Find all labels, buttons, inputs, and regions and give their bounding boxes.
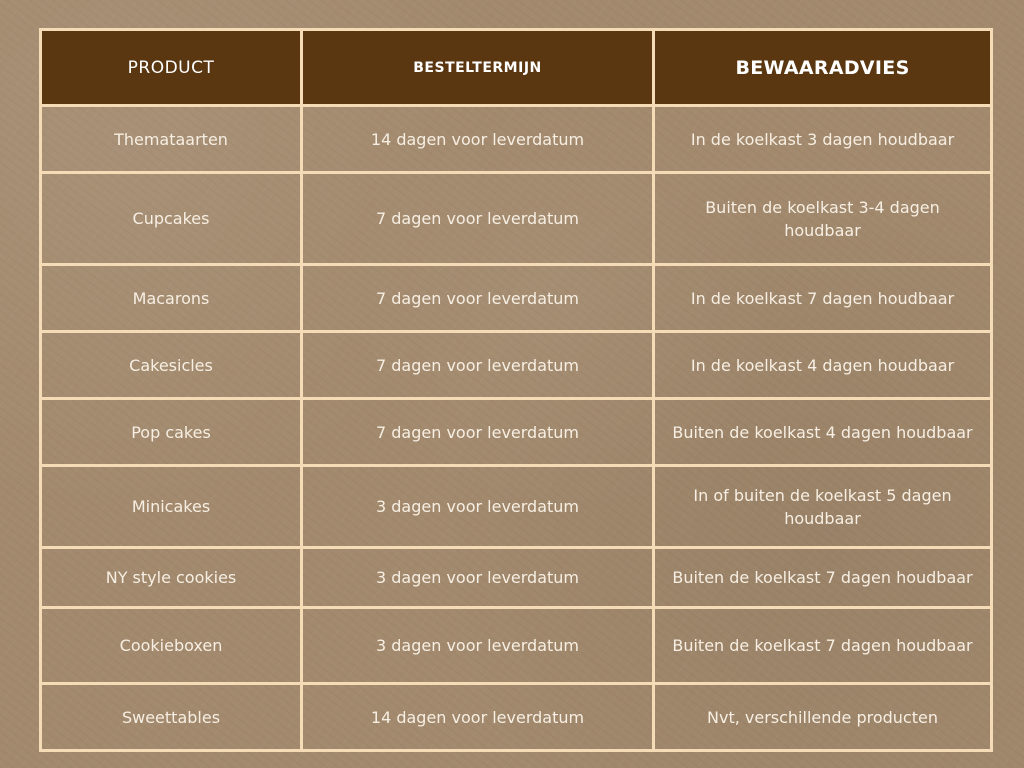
cell-product: Macarons — [41, 265, 302, 332]
product-table-container — [39, 28, 990, 752]
cell-product: Minicakes — [41, 466, 302, 548]
table-row — [41, 608, 992, 684]
table-row — [41, 332, 992, 399]
table-header — [41, 30, 992, 106]
cell-order-term: 3 dagen voor leverdatum — [302, 548, 654, 608]
cell-storage-advice: Buiten de koelkast 7 dagen houdbaar — [654, 608, 992, 684]
table-row — [41, 466, 992, 548]
cell-order-term: 14 dagen voor leverdatum — [302, 106, 654, 173]
cell-storage-advice: Nvt, verschillende producten — [654, 684, 992, 751]
header-product: PRODUCT — [41, 30, 302, 106]
cell-order-term: 7 dagen voor leverdatum — [302, 265, 654, 332]
table-row — [41, 173, 992, 265]
table-row — [41, 548, 992, 608]
cell-storage-advice: Buiten de koelkast 7 dagen houdbaar — [654, 548, 992, 608]
cell-storage-advice: In de koelkast 4 dagen houdbaar — [654, 332, 992, 399]
table-row — [41, 684, 992, 751]
product-table — [39, 28, 993, 752]
cell-order-term: 14 dagen voor leverdatum — [302, 684, 654, 751]
cell-product: Cakesicles — [41, 332, 302, 399]
cell-storage-advice: Buiten de koelkast 3-4 dagen houdbaar — [654, 173, 992, 265]
cell-storage-advice: In of buiten de koelkast 5 dagen houdbaar — [654, 466, 992, 548]
header-order-term: BESTELTERMIJN — [302, 30, 654, 106]
cell-product: NY style cookies — [41, 548, 302, 608]
cell-product: Cookieboxen — [41, 608, 302, 684]
cell-storage-advice: In de koelkast 3 dagen houdbaar — [654, 106, 992, 173]
cell-product: Cupcakes — [41, 173, 302, 265]
cell-order-term: 7 dagen voor leverdatum — [302, 173, 654, 265]
table-row — [41, 399, 992, 466]
cell-product: Pop cakes — [41, 399, 302, 466]
cell-product: Sweettables — [41, 684, 302, 751]
table-row — [41, 106, 992, 173]
cell-product: Themataarten — [41, 106, 302, 173]
header-storage-advice: BEWAARADVIES — [654, 30, 992, 106]
cell-order-term: 7 dagen voor leverdatum — [302, 332, 654, 399]
cell-order-term: 3 dagen voor leverdatum — [302, 466, 654, 548]
header-row — [41, 30, 992, 106]
cell-storage-advice: In de koelkast 7 dagen houdbaar — [654, 265, 992, 332]
table-row — [41, 265, 992, 332]
table-body — [41, 106, 992, 751]
cell-order-term: 3 dagen voor leverdatum — [302, 608, 654, 684]
cell-order-term: 7 dagen voor leverdatum — [302, 399, 654, 466]
cell-storage-advice: Buiten de koelkast 4 dagen houdbaar — [654, 399, 992, 466]
